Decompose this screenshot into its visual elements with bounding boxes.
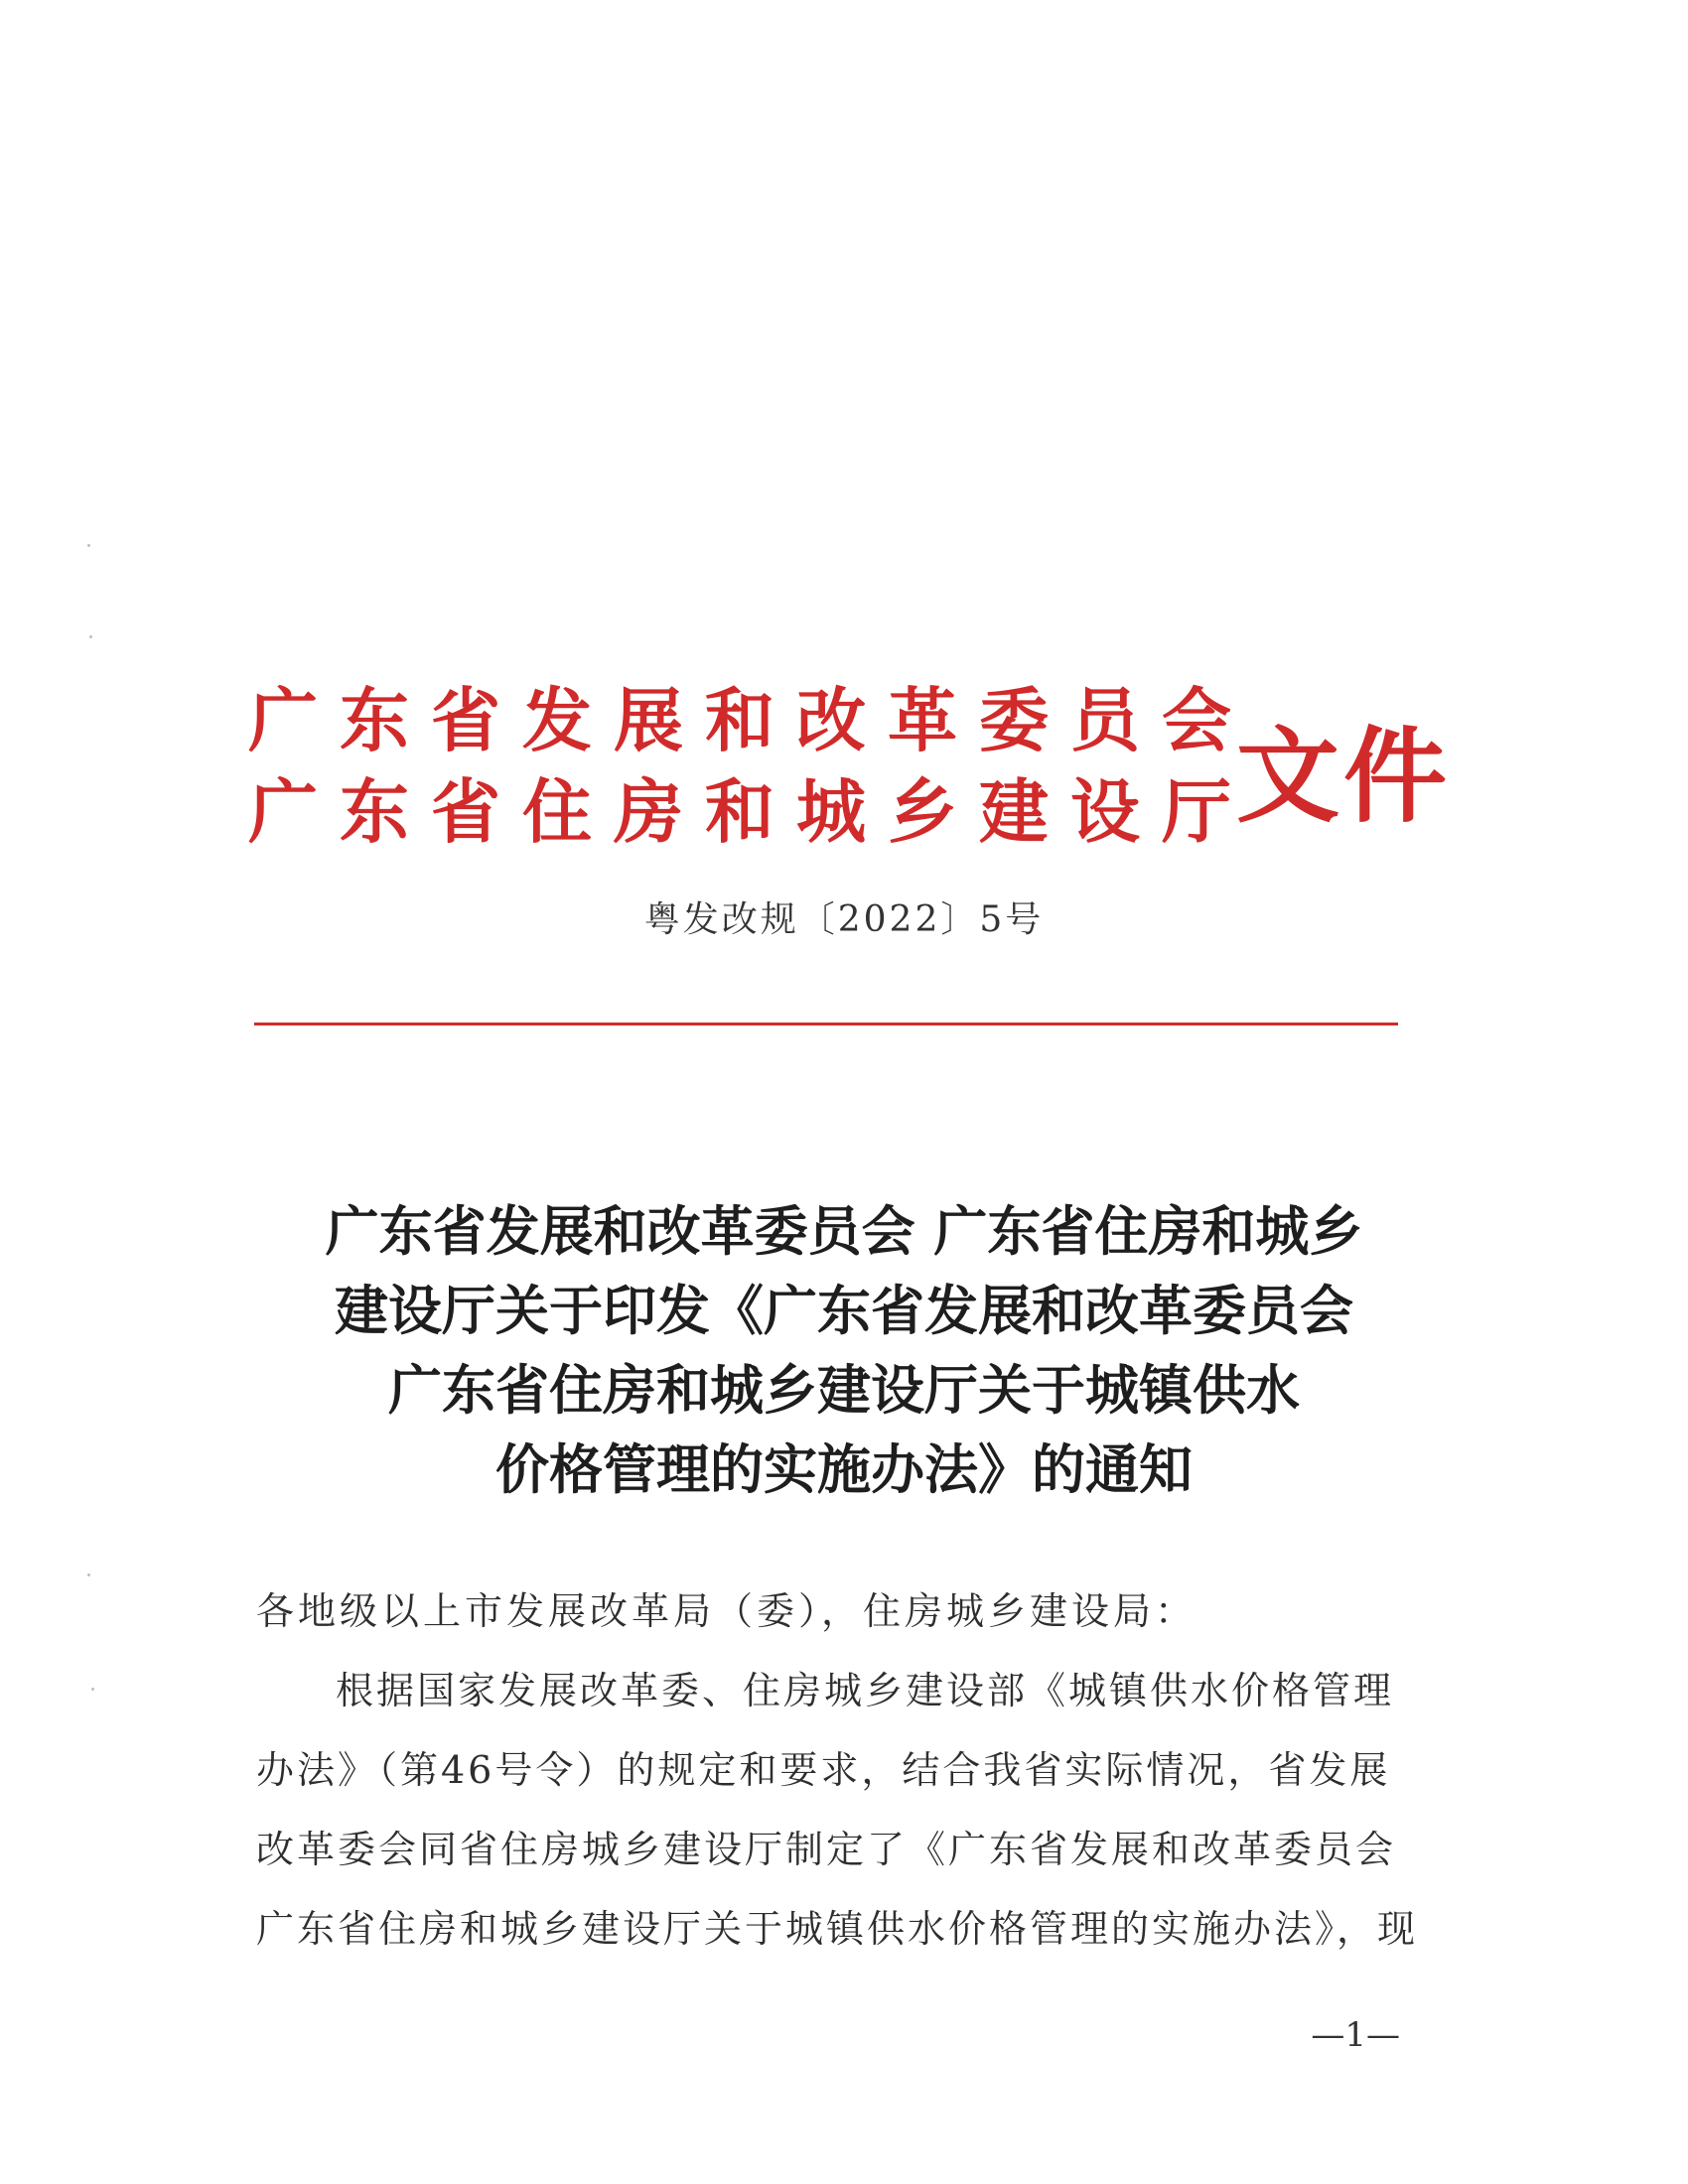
paragraph-line: 广东省住房和城乡建设厅关于城镇供水价格管理的实施办法》，现 [256,1907,1419,1951]
salutation: 各地级以上市发展改革局（委），住房城乡建设局： [256,1589,1197,1633]
scan-speck [91,1688,94,1691]
document-body [256,1586,1419,1954]
title-line: 建设厅关于印发《广东省发展和改革委员会 [335,1279,1353,1342]
red-divider [254,1023,1398,1025]
document-header [248,665,1452,853]
paragraph-line: 办法》（第46号令）的规定和要求，结合我省实际情况，省发展 [256,1748,1391,1792]
scan-speck [87,1573,90,1576]
paragraph-line: 根据国家发展改革委、住房城乡建设部《城镇供水价格管理 [336,1669,1395,1712]
document-number: 粤发改规〔2022〕5号 [643,899,1045,940]
page-number: —1— [1311,2015,1400,2055]
scan-speck [89,635,92,638]
title-line: 价格管理的实施办法》的通知 [495,1437,1193,1501]
document-mark: 文件 [1236,715,1452,837]
paragraph-line: 改革委会同省住房城乡建设厅制定了《广东省发展和改革委员会 [256,1828,1397,1871]
document-title [199,1191,1489,1509]
title-line: 广东省住房和城乡建设厅关于城镇供水 [388,1358,1300,1422]
issuing-org-2: 广东省住房和城乡建设厅 [248,770,1253,853]
title-line: 广东省发展和改革委员会 广东省住房和城乡 [325,1199,1363,1263]
scan-speck [87,544,90,547]
issuing-org-1: 广东省发展和改革委员会 [248,679,1253,761]
